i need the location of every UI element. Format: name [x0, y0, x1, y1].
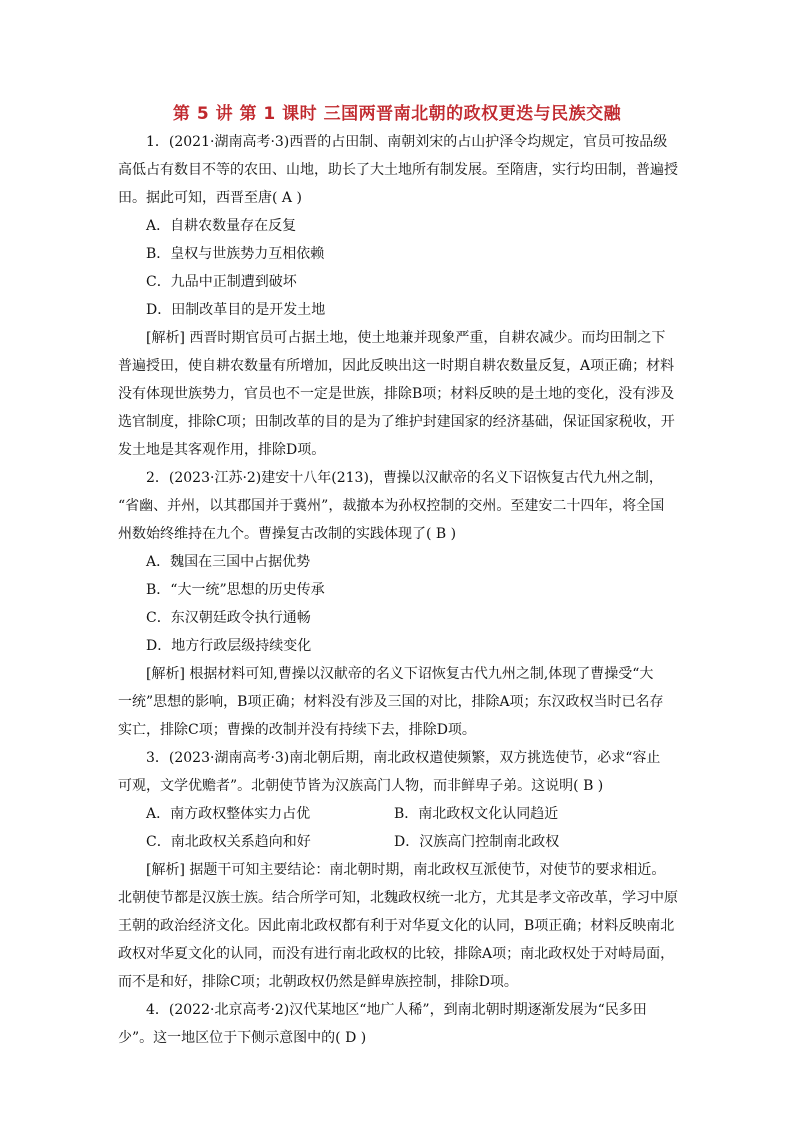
question-4 — [118, 996, 678, 1052]
question-1 — [118, 128, 678, 464]
option-c: C．九品中正制遭到破坏 — [146, 274, 297, 290]
question-stem-line: 1．(2021·湖南高考·3)西晋的占田制、南朝刘宋的占山护泽令均规定，官员可按品级 — [146, 134, 668, 150]
question-stem-line: 高低占有数目不等的农田、山地，助长了大土地所有制发展。至隋唐，实行均田制，普遍授 — [118, 162, 678, 178]
lesson-title: 第 5 讲 第 1 课时 三国两晋南北朝的政权更迭与民族交融 — [172, 104, 622, 124]
analysis-line: [解析] 据题干可知主要结论：南北朝时期，南北政权互派使节，对使节的要求相近。 — [146, 862, 666, 878]
option-row — [118, 800, 678, 828]
question-stem-line: 田。据此可知，西晋至唐( A ) — [118, 190, 302, 206]
analysis-line: [解析] 根据材料可知,曹操以汉献帝的名义下诏恢复古代九州之制,体现了曹操受“大 — [146, 666, 654, 682]
analysis-line: 北朝使节都是汉族士族。结合所学可知，北魏政权统一北方，尤其是孝文帝改革，学习中原 — [118, 890, 678, 906]
question-stem-line: 可观，文学优赡者”。北朝使节皆为汉族高门人物，而非鲜卑子弟。这说明( B ) — [118, 778, 604, 794]
analysis-line: 发土地是其客观作用，排除D项。 — [118, 442, 326, 458]
question-stem-line: 4．(2022·北京高考·2)汉代某地区“地广人稀”，到南北朝时期逐渐发展为“民多田 — [146, 1002, 647, 1018]
option-a: A．自耕农数量存在反复 — [146, 218, 297, 234]
analysis-line: 选官制度，排除C项；田制改革的目的是为了维护封建国家的经济基础，保证国家税收，开 — [118, 414, 675, 430]
option-c: C．南北政权关系趋向和好 — [146, 834, 311, 850]
analysis-line: 政权对华夏文化的认同，而没有进行南北政权的比较，排除A项；南北政权处于对峙局面， — [118, 946, 675, 962]
question-stem-line: 州数始终维持在九个。曹操复古改制的实践体现了( B ) — [118, 526, 457, 542]
analysis-line: [解析] 西晋时期官员可占据土地，使土地兼并现象严重，自耕农减少。而均田制之下 — [146, 330, 666, 346]
option-d: D．田制改革目的是开发土地 — [146, 302, 326, 318]
option-row — [118, 828, 678, 856]
question-stem-line: 2．(2023·江苏·2)建安十八年(213)，曹操以汉献帝的名义下诏恢复古代九州之制， — [146, 470, 663, 486]
question-stem-line: “省幽、并州，以其郡国并于冀州”，裁撤本为孙权控制的交州。至建安二十四年，将全国 — [118, 498, 665, 514]
analysis-line: 普遍授田，使自耕农数量有所增加，因此反映出这一时期自耕农数量反复，A项正确；材料 — [118, 358, 675, 374]
analysis-line: 没有体现世族势力，官员也不一定是世族，排除B项；材料反映的是土地的变化，没有涉及 — [118, 386, 675, 402]
option-a: A．魏国在三国中占据优势 — [146, 554, 311, 570]
analysis-line: 王朝的政治经济文化。因此南北政权都有利于对华夏文化的认同，B项正确；材料反映南北 — [118, 918, 675, 934]
option-b: B．“大一统”思想的历史传承 — [146, 582, 325, 598]
analysis-line: 一统”思想的影响，B项正确；材料没有涉及三国的对比，排除A项；东汉政权当时已名存 — [118, 694, 664, 710]
option-d: D．汉族高门控制南北政权 — [394, 834, 560, 850]
analysis-line: 而不是和好，排除C项；北朝政权仍然是鲜卑族控制，排除D项。 — [118, 974, 518, 990]
question-stem-line: 少”。这一地区位于下侧示意图中的( D ) — [118, 1030, 367, 1046]
option-b: B．皇权与世族势力互相依赖 — [146, 246, 325, 262]
option-d: D．地方行政层级持续变化 — [146, 638, 312, 654]
question-3 — [118, 744, 678, 996]
analysis-line: 实亡，排除C项；曹操的改制并没有持续下去，排除D项。 — [118, 722, 476, 738]
option-a: A．南方政权整体实力占优 — [146, 806, 311, 822]
question-stem-line: 3．(2023·湖南高考·3)南北朝后期，南北政权遣使频繁，双方挑选使节，必求“容止 — [146, 750, 661, 766]
question-2 — [118, 464, 678, 744]
option-c: C．东汉朝廷政令执行通畅 — [146, 610, 311, 626]
option-b: B．南北政权文化认同趋近 — [394, 806, 559, 822]
